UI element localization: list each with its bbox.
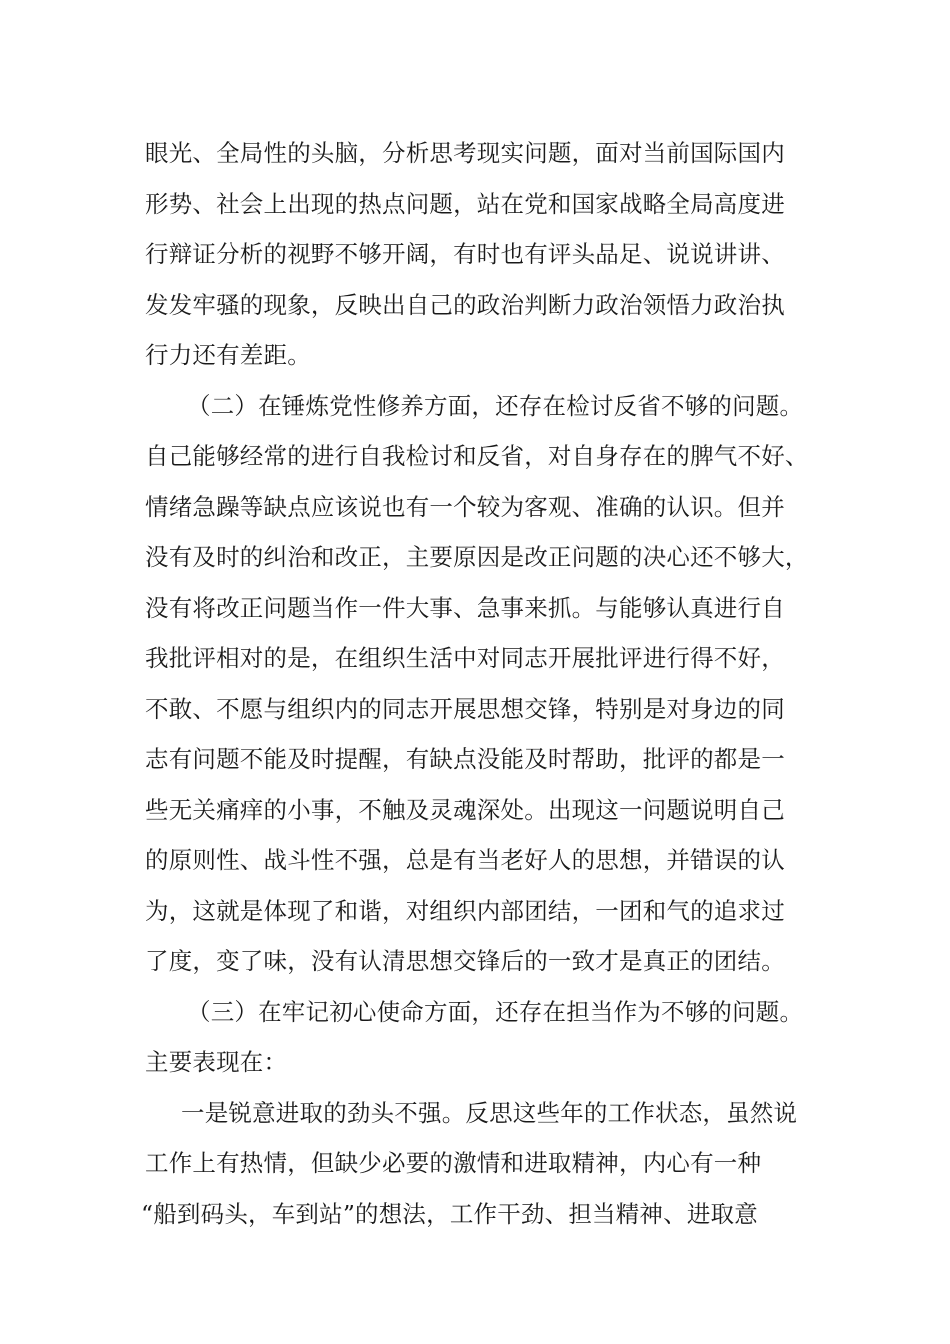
text-line: 情绪急躁等缺点应该说也有一个较为客观、准确的认识。但并 xyxy=(145,492,785,521)
text-line: 我批评相对的是，在组织生活中对同志开展批评进行得不好， xyxy=(145,644,785,672)
text-line: 行力还有差距。 xyxy=(145,341,311,369)
text-line: 了度，变了味，没有认清思想交锋后的一致才是真正的团结。 xyxy=(145,947,785,975)
text-line: 眼光、全局性的头脑，分析思考现实问题，面对当前国际国内 xyxy=(145,139,785,167)
section-heading-line: （二）在锤炼党性修养方面，还存在检讨反省不够的问题。 xyxy=(187,391,804,420)
text-line: “船到码头，车到站”的想法，工作干劲、担当精神、进取意 xyxy=(141,1199,758,1228)
text-line: 些无关痛痒的小事，不触及灵魂深处。出现这一问题说明自己 xyxy=(145,795,785,824)
text-line: 没有及时的纠治和改正，主要原因是改正问题的决心还不够大， xyxy=(145,543,809,571)
text-line: 发发牢骚的现象，反映出自己的政治判断力政治领悟力政治执 xyxy=(145,290,785,319)
text-line: 为，这就是体现了和谐，对组织内部团结，一团和气的追求过 xyxy=(145,896,785,925)
text-line: 志有问题不能及时提醒，有缺点没能及时帮助，批评的都是一 xyxy=(145,745,785,773)
text-line: 行辩证分析的视野不够开阔，有时也有评头品足、说说讲讲、 xyxy=(145,240,785,268)
paragraph-start-line: 一是锐意进取的劲头不强。反思这些年的工作状态，虽然说 xyxy=(181,1098,798,1127)
text-line: 的原则性、战斗性不强，总是有当老好人的思想，并错误的认 xyxy=(145,846,785,874)
section-heading-line: （三）在牢记初心使命方面，还存在担当作为不够的问题。 xyxy=(187,997,804,1026)
body-text xyxy=(141,128,810,1239)
text-line: 工作上有热情，但缺少必要的激情和进取精神，内心有一种 xyxy=(145,1149,762,1177)
text-line: 没有将改正问题当作一件大事、急事来抓。与能够认真进行自 xyxy=(145,593,785,622)
text-line: 不敢、不愿与组织内的同志开展思想交锋，特别是对身边的同 xyxy=(145,694,785,723)
text-line: 形势、社会上出现的热点问题，站在党和国家战略全局高度进 xyxy=(145,189,785,218)
text-line: 自己能够经常的进行自我检讨和反省，对自身存在的脾气不好、 xyxy=(145,442,809,470)
text-line: 主要表现在： xyxy=(145,1048,288,1076)
